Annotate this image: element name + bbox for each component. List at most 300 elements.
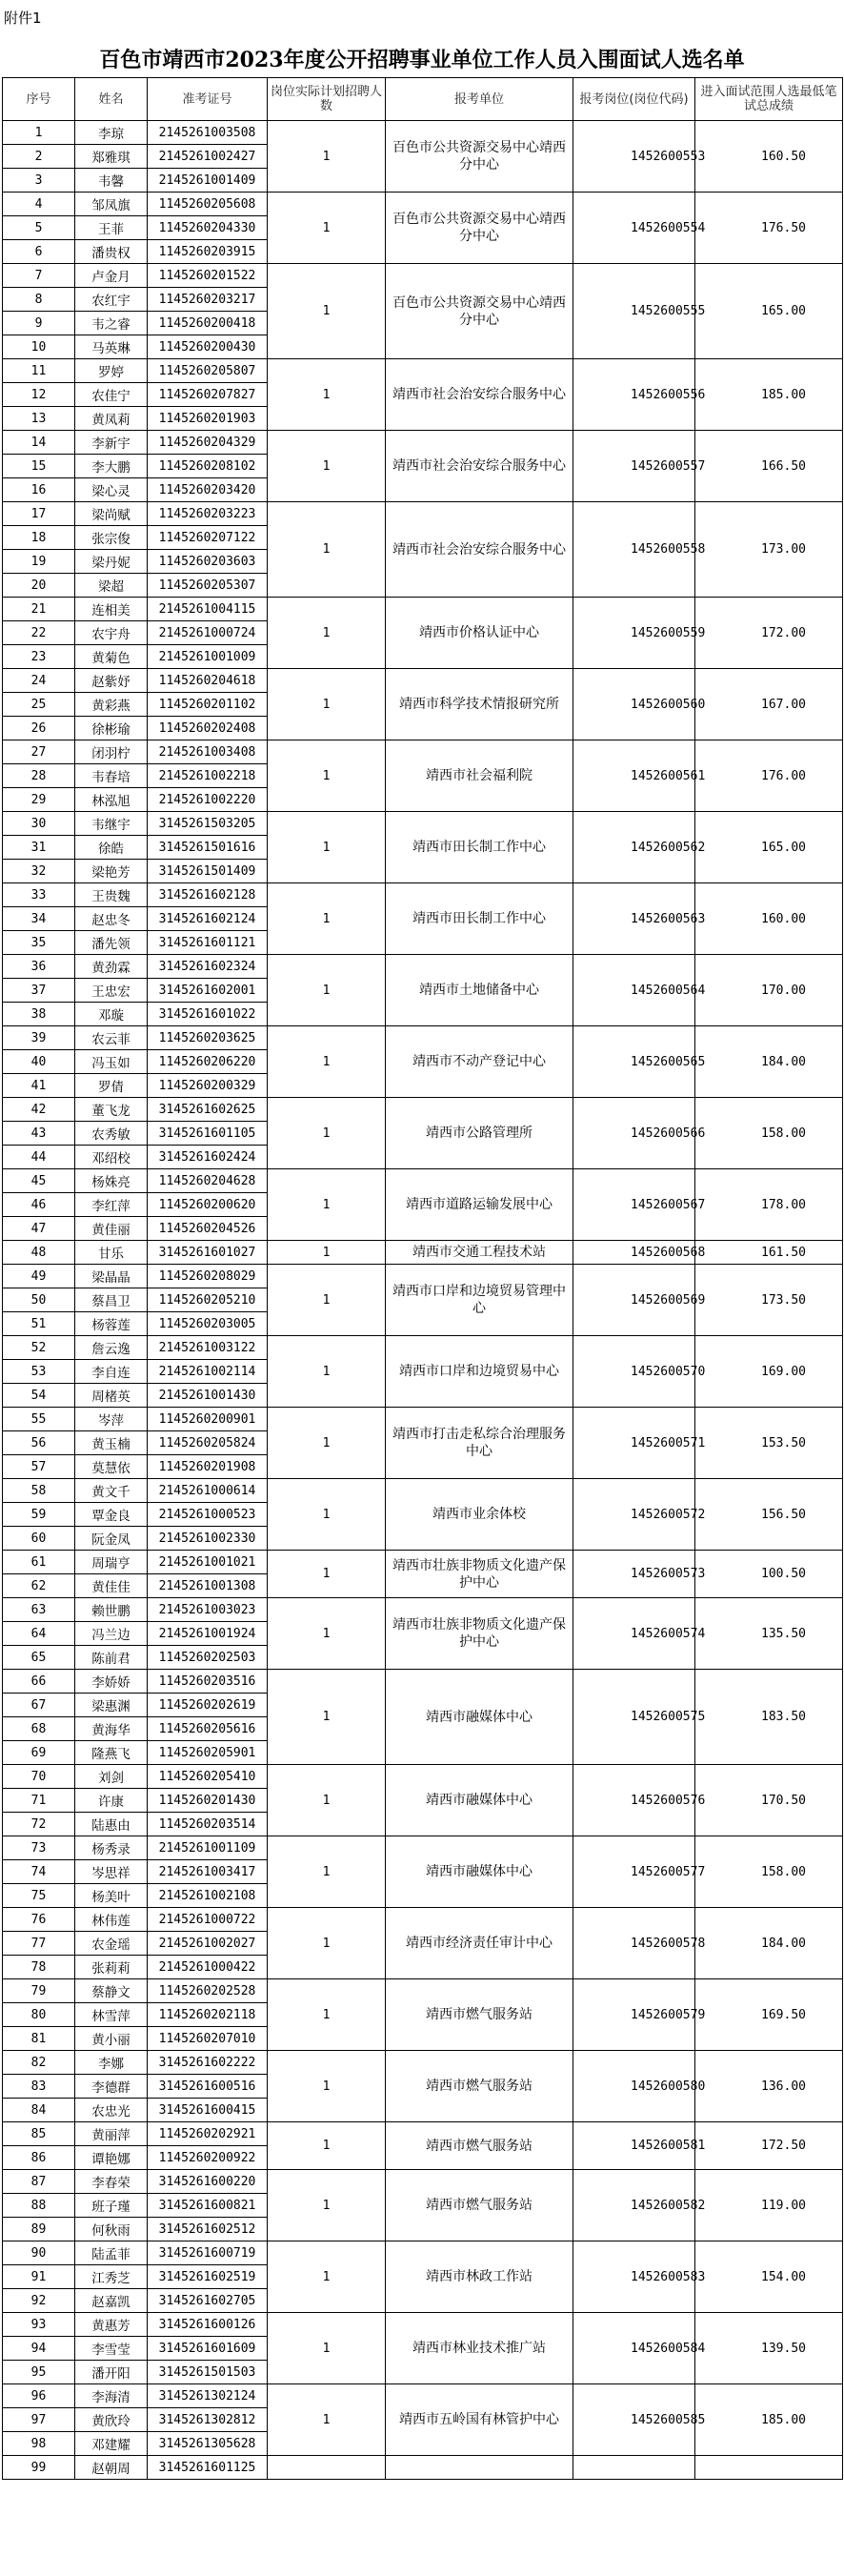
min-score: 173.50 — [695, 1265, 843, 1336]
ticket-number: 3145261501409 — [148, 860, 268, 883]
table-row — [3, 2241, 843, 2265]
plan-count: 1 — [268, 264, 386, 359]
candidate-name: 王忠宏 — [75, 979, 148, 1003]
row-number: 42 — [3, 1098, 75, 1122]
row-number: 33 — [3, 883, 75, 907]
row-number: 85 — [3, 2122, 75, 2146]
row-number: 5 — [3, 216, 75, 240]
min-score: 156.50 — [695, 1479, 843, 1551]
candidate-name: 黄海华 — [75, 1717, 148, 1741]
row-number: 99 — [3, 2456, 75, 2480]
table-row — [3, 1265, 843, 1288]
candidate-name: 农秀敏 — [75, 1122, 148, 1146]
employer-unit: 靖西市社会治安综合服务中心 — [386, 359, 573, 431]
ticket-number: 1145260202408 — [148, 717, 268, 740]
candidate-name: 农佳宁 — [75, 383, 148, 407]
ticket-number: 3145261602625 — [148, 1098, 268, 1122]
ticket-number: 1145260205616 — [148, 1717, 268, 1741]
table-row — [3, 2122, 843, 2146]
employer-unit: 靖西市交通工程技术站 — [386, 1241, 573, 1265]
ticket-number: 1145260203420 — [148, 478, 268, 502]
employer-unit: 百色市公共资源交易中心靖西分中心 — [386, 121, 573, 193]
candidate-name: 冯兰边 — [75, 1622, 148, 1646]
min-score: 119.00 — [695, 2170, 843, 2241]
employer-unit: 靖西市林政工作站 — [386, 2241, 573, 2313]
candidate-name: 林雪萍 — [75, 2003, 148, 2027]
row-number: 59 — [3, 1503, 75, 1527]
plan-count: 1 — [268, 2170, 386, 2241]
post-code: 1452600557 — [573, 431, 695, 502]
candidate-name: 潘贵权 — [75, 240, 148, 264]
candidate-name: 岑思祥 — [75, 1860, 148, 1884]
ticket-number: 2145261001430 — [148, 1384, 268, 1408]
ticket-number: 3145261602222 — [148, 2051, 268, 2075]
ticket-number: 2145261003023 — [148, 1598, 268, 1622]
ticket-number: 3145261503205 — [148, 812, 268, 836]
candidate-name: 赵嘉凯 — [75, 2289, 148, 2313]
table-row — [3, 812, 843, 836]
row-number: 96 — [3, 2384, 75, 2408]
ticket-number: 1145260200430 — [148, 335, 268, 359]
header-unit: 报考单位 — [386, 78, 573, 121]
row-number: 65 — [3, 1646, 75, 1670]
table-row — [3, 669, 843, 693]
row-number: 82 — [3, 2051, 75, 2075]
candidate-name: 邓绍校 — [75, 1146, 148, 1169]
ticket-number: 2145261002427 — [148, 145, 268, 169]
row-number: 45 — [3, 1169, 75, 1193]
row-number: 4 — [3, 193, 75, 216]
table-row — [3, 1979, 843, 2003]
employer-unit: 靖西市融媒体中心 — [386, 1836, 573, 1908]
candidate-name: 黄佳佳 — [75, 1574, 148, 1598]
candidate-name: 赖世鹏 — [75, 1598, 148, 1622]
table-row — [3, 1169, 843, 1193]
employer-unit — [386, 2456, 573, 2480]
candidate-name: 李大鹏 — [75, 455, 148, 478]
candidate-name: 张莉莉 — [75, 1956, 148, 1979]
row-number: 2 — [3, 145, 75, 169]
candidate-name: 梁艳芳 — [75, 860, 148, 883]
row-number: 36 — [3, 955, 75, 979]
candidate-name: 杨秀录 — [75, 1836, 148, 1860]
row-number: 75 — [3, 1884, 75, 1908]
candidate-name: 卢金月 — [75, 264, 148, 288]
ticket-number: 3145261601027 — [148, 1241, 268, 1265]
plan-count: 1 — [268, 2051, 386, 2122]
candidate-name: 李德群 — [75, 2075, 148, 2099]
post-code: 1452600555 — [573, 264, 695, 359]
candidate-name: 梁丹妮 — [75, 550, 148, 574]
table-row — [3, 1026, 843, 1050]
candidate-name: 李娜 — [75, 2051, 148, 2075]
employer-unit: 靖西市社会治安综合服务中心 — [386, 502, 573, 598]
candidate-name: 农宇舟 — [75, 621, 148, 645]
ticket-number: 2145261002220 — [148, 788, 268, 812]
candidate-name: 赵忠冬 — [75, 907, 148, 931]
plan-count: 1 — [268, 1908, 386, 1979]
row-number: 86 — [3, 2146, 75, 2170]
ticket-number: 1145260202503 — [148, 1646, 268, 1670]
plan-count: 1 — [268, 2241, 386, 2313]
min-score: 160.00 — [695, 883, 843, 955]
employer-unit: 靖西市融媒体中心 — [386, 1765, 573, 1836]
candidate-name: 徐皓 — [75, 836, 148, 860]
post-code: 1452600558 — [573, 502, 695, 598]
min-score: 135.50 — [695, 1598, 843, 1670]
ticket-number: 1145260203005 — [148, 1312, 268, 1336]
table-body — [3, 121, 843, 2480]
employer-unit: 靖西市社会治安综合服务中心 — [386, 431, 573, 502]
plan-count: 1 — [268, 1336, 386, 1408]
ticket-number: 1145260207827 — [148, 383, 268, 407]
row-number: 21 — [3, 598, 75, 621]
candidate-name: 黄佳丽 — [75, 1217, 148, 1241]
ticket-number: 3145261601105 — [148, 1122, 268, 1146]
candidate-name: 蔡静文 — [75, 1979, 148, 2003]
ticket-number: 1145260203516 — [148, 1670, 268, 1694]
employer-unit: 靖西市燃气服务站 — [386, 2170, 573, 2241]
plan-count: 1 — [268, 121, 386, 193]
candidate-name: 徐彬瑜 — [75, 717, 148, 740]
post-code: 1452600575 — [573, 1670, 695, 1765]
page-title: 百色市靖西市2023年度公开招聘事业单位工作人员入围面试人选名单 — [99, 48, 745, 72]
candidate-name: 农忠光 — [75, 2099, 148, 2122]
ticket-number: 3145261600126 — [148, 2313, 268, 2337]
min-score: 153.50 — [695, 1408, 843, 1479]
post-code: 1452600556 — [573, 359, 695, 431]
plan-count: 1 — [268, 1026, 386, 1098]
candidate-name: 韦之睿 — [75, 312, 148, 335]
candidate-name: 张宗俊 — [75, 526, 148, 550]
plan-count: 1 — [268, 2384, 386, 2456]
post-code: 1452600576 — [573, 1765, 695, 1836]
ticket-number: 1145260205410 — [148, 1765, 268, 1789]
row-number: 35 — [3, 931, 75, 955]
row-number: 27 — [3, 740, 75, 764]
row-number: 20 — [3, 574, 75, 598]
row-number: 16 — [3, 478, 75, 502]
candidate-name: 潘开阳 — [75, 2361, 148, 2384]
row-number: 60 — [3, 1527, 75, 1551]
plan-count: 1 — [268, 193, 386, 264]
ticket-number: 1145260203514 — [148, 1813, 268, 1836]
min-score: 158.00 — [695, 1836, 843, 1908]
post-code: 1452600570 — [573, 1336, 695, 1408]
post-code: 1452600559 — [573, 598, 695, 669]
candidate-name: 詹云逸 — [75, 1336, 148, 1360]
employer-unit: 靖西市林业技术推广站 — [386, 2313, 573, 2384]
candidate-name: 李海清 — [75, 2384, 148, 2408]
row-number: 23 — [3, 645, 75, 669]
ticket-number: 1145260201908 — [148, 1455, 268, 1479]
ticket-number: 1145260205824 — [148, 1431, 268, 1455]
row-number: 8 — [3, 288, 75, 312]
candidate-name: 梁超 — [75, 574, 148, 598]
candidate-name: 罗婷 — [75, 359, 148, 383]
ticket-number: 1145260204526 — [148, 1217, 268, 1241]
ticket-number: 1145260206220 — [148, 1050, 268, 1074]
candidate-name: 邓建耀 — [75, 2432, 148, 2456]
min-score: 167.00 — [695, 669, 843, 740]
candidate-name: 阮金凤 — [75, 1527, 148, 1551]
min-score: 178.00 — [695, 1169, 843, 1241]
candidate-name: 谭艳娜 — [75, 2146, 148, 2170]
header-plan: 岗位实际计划招聘人数 — [268, 78, 386, 121]
post-code: 1452600580 — [573, 2051, 695, 2122]
table-row — [3, 1908, 843, 1932]
ticket-number: 1145260201903 — [148, 407, 268, 431]
row-number: 92 — [3, 2289, 75, 2313]
row-number: 15 — [3, 455, 75, 478]
row-number: 98 — [3, 2432, 75, 2456]
row-number: 25 — [3, 693, 75, 717]
candidate-name: 王菲 — [75, 216, 148, 240]
post-code: 1452600579 — [573, 1979, 695, 2051]
row-number: 18 — [3, 526, 75, 550]
ticket-number: 1145260200901 — [148, 1408, 268, 1431]
candidate-name: 黄丽萍 — [75, 2122, 148, 2146]
ticket-number: 2145261002218 — [148, 764, 268, 788]
candidate-name: 梁晶晶 — [75, 1265, 148, 1288]
candidate-name: 李红萍 — [75, 1193, 148, 1217]
candidate-name: 罗倩 — [75, 1074, 148, 1098]
ticket-number: 3145261602519 — [148, 2265, 268, 2289]
min-score: 184.00 — [695, 1026, 843, 1098]
header-post: 报考岗位(岗位代码) — [573, 78, 695, 121]
table-row — [3, 883, 843, 907]
min-score: 183.50 — [695, 1670, 843, 1765]
min-score: 136.00 — [695, 2051, 843, 2122]
ticket-number: 3145261602124 — [148, 907, 268, 931]
post-code: 1452600585 — [573, 2384, 695, 2456]
ticket-number: 1145260204618 — [148, 669, 268, 693]
min-score: 100.50 — [695, 1551, 843, 1598]
min-score: 185.00 — [695, 2384, 843, 2456]
ticket-number: 1145260205807 — [148, 359, 268, 383]
ticket-number: 3145261600516 — [148, 2075, 268, 2099]
ticket-number: 2145261001308 — [148, 1574, 268, 1598]
ticket-number: 3145261602424 — [148, 1146, 268, 1169]
candidate-name: 黄彩燕 — [75, 693, 148, 717]
ticket-number: 1145260208029 — [148, 1265, 268, 1288]
ticket-number: 2145261000724 — [148, 621, 268, 645]
ticket-number: 3145261601121 — [148, 931, 268, 955]
row-number: 38 — [3, 1003, 75, 1026]
row-number: 93 — [3, 2313, 75, 2337]
row-number: 47 — [3, 1217, 75, 1241]
plan-count: 1 — [268, 883, 386, 955]
ticket-number: 1145260200418 — [148, 312, 268, 335]
employer-unit: 靖西市融媒体中心 — [386, 1670, 573, 1765]
table-row — [3, 1551, 843, 1574]
candidate-name: 农红宇 — [75, 288, 148, 312]
plan-count: 1 — [268, 1408, 386, 1479]
min-score: 154.00 — [695, 2241, 843, 2313]
row-number: 52 — [3, 1336, 75, 1360]
post-code: 1452600565 — [573, 1026, 695, 1098]
candidate-name: 何秋雨 — [75, 2218, 148, 2241]
ticket-number: 1145260205608 — [148, 193, 268, 216]
ticket-number: 1145260207122 — [148, 526, 268, 550]
row-number: 91 — [3, 2265, 75, 2289]
candidate-name: 韦春培 — [75, 764, 148, 788]
candidate-name: 黄小丽 — [75, 2027, 148, 2051]
plan-count: 1 — [268, 2313, 386, 2384]
header-name: 姓名 — [75, 78, 148, 121]
row-number: 67 — [3, 1694, 75, 1717]
candidate-name: 黄欣玲 — [75, 2408, 148, 2432]
ticket-number: 3145261501503 — [148, 2361, 268, 2384]
candidate-name: 赵紫妤 — [75, 669, 148, 693]
ticket-number: 3145261601125 — [148, 2456, 268, 2480]
ticket-number: 1145260205307 — [148, 574, 268, 598]
employer-unit: 靖西市不动产登记中心 — [386, 1026, 573, 1098]
plan-count: 1 — [268, 431, 386, 502]
row-number: 31 — [3, 836, 75, 860]
candidate-name: 邹凤旗 — [75, 193, 148, 216]
plan-count: 1 — [268, 502, 386, 598]
min-score: 166.50 — [695, 431, 843, 502]
post-code: 1452600554 — [573, 193, 695, 264]
employer-unit: 靖西市壮族非物质文化遗产保护中心 — [386, 1598, 573, 1670]
employer-unit: 靖西市田长制工作中心 — [386, 883, 573, 955]
ticket-number: 3145261602512 — [148, 2218, 268, 2241]
row-number: 56 — [3, 1431, 75, 1455]
row-number: 71 — [3, 1789, 75, 1813]
min-score: 158.00 — [695, 1098, 843, 1169]
post-code: 1452600569 — [573, 1265, 695, 1336]
row-number: 48 — [3, 1241, 75, 1265]
candidate-name: 黄玉楠 — [75, 1431, 148, 1455]
ticket-number: 1145260204329 — [148, 431, 268, 455]
candidate-name: 陈前君 — [75, 1646, 148, 1670]
candidate-name: 潘先领 — [75, 931, 148, 955]
row-number: 19 — [3, 550, 75, 574]
plan-count: 1 — [268, 1836, 386, 1908]
row-number: 97 — [3, 2408, 75, 2432]
ticket-number: 2145261002108 — [148, 1884, 268, 1908]
row-number: 32 — [3, 860, 75, 883]
row-number: 51 — [3, 1312, 75, 1336]
row-number: 76 — [3, 1908, 75, 1932]
candidate-name: 黄菊色 — [75, 645, 148, 669]
row-number: 9 — [3, 312, 75, 335]
row-number: 40 — [3, 1050, 75, 1074]
ticket-number: 1145260201522 — [148, 264, 268, 288]
table-row — [3, 121, 843, 145]
ticket-number: 1145260202528 — [148, 1979, 268, 2003]
ticket-number: 1145260203217 — [148, 288, 268, 312]
employer-unit: 靖西市公路管理所 — [386, 1098, 573, 1169]
table-row — [3, 431, 843, 455]
ticket-number: 3145261302812 — [148, 2408, 268, 2432]
ticket-number: 3145261600719 — [148, 2241, 268, 2265]
post-code — [573, 2456, 695, 2480]
row-number: 50 — [3, 1288, 75, 1312]
table-row — [3, 1241, 843, 1265]
candidate-name: 杨蓉莲 — [75, 1312, 148, 1336]
table-row — [3, 1098, 843, 1122]
min-score: 161.50 — [695, 1241, 843, 1265]
candidate-name: 李雪莹 — [75, 2337, 148, 2361]
ticket-number: 3145261602324 — [148, 955, 268, 979]
row-number: 3 — [3, 169, 75, 193]
row-number: 28 — [3, 764, 75, 788]
employer-unit: 百色市公共资源交易中心靖西分中心 — [386, 193, 573, 264]
candidate-name: 王贵魏 — [75, 883, 148, 907]
plan-count: 1 — [268, 812, 386, 883]
min-score: 176.00 — [695, 740, 843, 812]
ticket-number: 2145261000614 — [148, 1479, 268, 1503]
ticket-number: 3145261302124 — [148, 2384, 268, 2408]
candidate-name: 林泓旭 — [75, 788, 148, 812]
plan-count: 1 — [268, 669, 386, 740]
post-code: 1452600581 — [573, 2122, 695, 2170]
header-score: 进入面试范围人选最低笔试总成绩 — [695, 78, 843, 121]
ticket-number: 3145261305628 — [148, 2432, 268, 2456]
ticket-number: 1145260201430 — [148, 1789, 268, 1813]
row-number: 17 — [3, 502, 75, 526]
row-number: 84 — [3, 2099, 75, 2122]
employer-unit: 靖西市土地储备中心 — [386, 955, 573, 1026]
plan-count: 1 — [268, 1551, 386, 1598]
ticket-number: 2145261003408 — [148, 740, 268, 764]
min-score: 176.50 — [695, 193, 843, 264]
candidate-name: 刘剑 — [75, 1765, 148, 1789]
candidate-name: 杨美叶 — [75, 1884, 148, 1908]
candidate-name: 邓璇 — [75, 1003, 148, 1026]
candidate-name: 梁心灵 — [75, 478, 148, 502]
candidate-name: 农云菲 — [75, 1026, 148, 1050]
candidate-name: 李自连 — [75, 1360, 148, 1384]
ticket-number: 1145260202619 — [148, 1694, 268, 1717]
ticket-number: 1145260205210 — [148, 1288, 268, 1312]
table-row — [3, 1765, 843, 1789]
row-number: 14 — [3, 431, 75, 455]
table-row — [3, 359, 843, 383]
table-row — [3, 1836, 843, 1860]
ticket-number: 2145261003508 — [148, 121, 268, 145]
candidate-name: 岑萍 — [75, 1408, 148, 1431]
candidate-name: 甘乐 — [75, 1241, 148, 1265]
table-row — [3, 1336, 843, 1360]
row-number: 43 — [3, 1122, 75, 1146]
row-number: 68 — [3, 1717, 75, 1741]
ticket-number: 1145260204330 — [148, 216, 268, 240]
ticket-number: 3145261601609 — [148, 2337, 268, 2361]
post-code: 1452600567 — [573, 1169, 695, 1241]
employer-unit: 靖西市道路运输发展中心 — [386, 1169, 573, 1241]
row-number: 7 — [3, 264, 75, 288]
header-no: 序号 — [3, 78, 75, 121]
ticket-number: 3145261602001 — [148, 979, 268, 1003]
ticket-number: 3145261600220 — [148, 2170, 268, 2194]
plan-count: 1 — [268, 740, 386, 812]
row-number: 46 — [3, 1193, 75, 1217]
row-number: 80 — [3, 2003, 75, 2027]
employer-unit: 靖西市燃气服务站 — [386, 2051, 573, 2122]
employer-unit: 靖西市社会福利院 — [386, 740, 573, 812]
ticket-number: 1145260200922 — [148, 2146, 268, 2170]
post-code: 1452600561 — [573, 740, 695, 812]
candidate-name: 周瑞亨 — [75, 1551, 148, 1574]
employer-unit: 靖西市田长制工作中心 — [386, 812, 573, 883]
employer-unit: 靖西市壮族非物质文化遗产保护中心 — [386, 1551, 573, 1598]
row-number: 62 — [3, 1574, 75, 1598]
candidate-name: 李新宇 — [75, 431, 148, 455]
row-number: 24 — [3, 669, 75, 693]
